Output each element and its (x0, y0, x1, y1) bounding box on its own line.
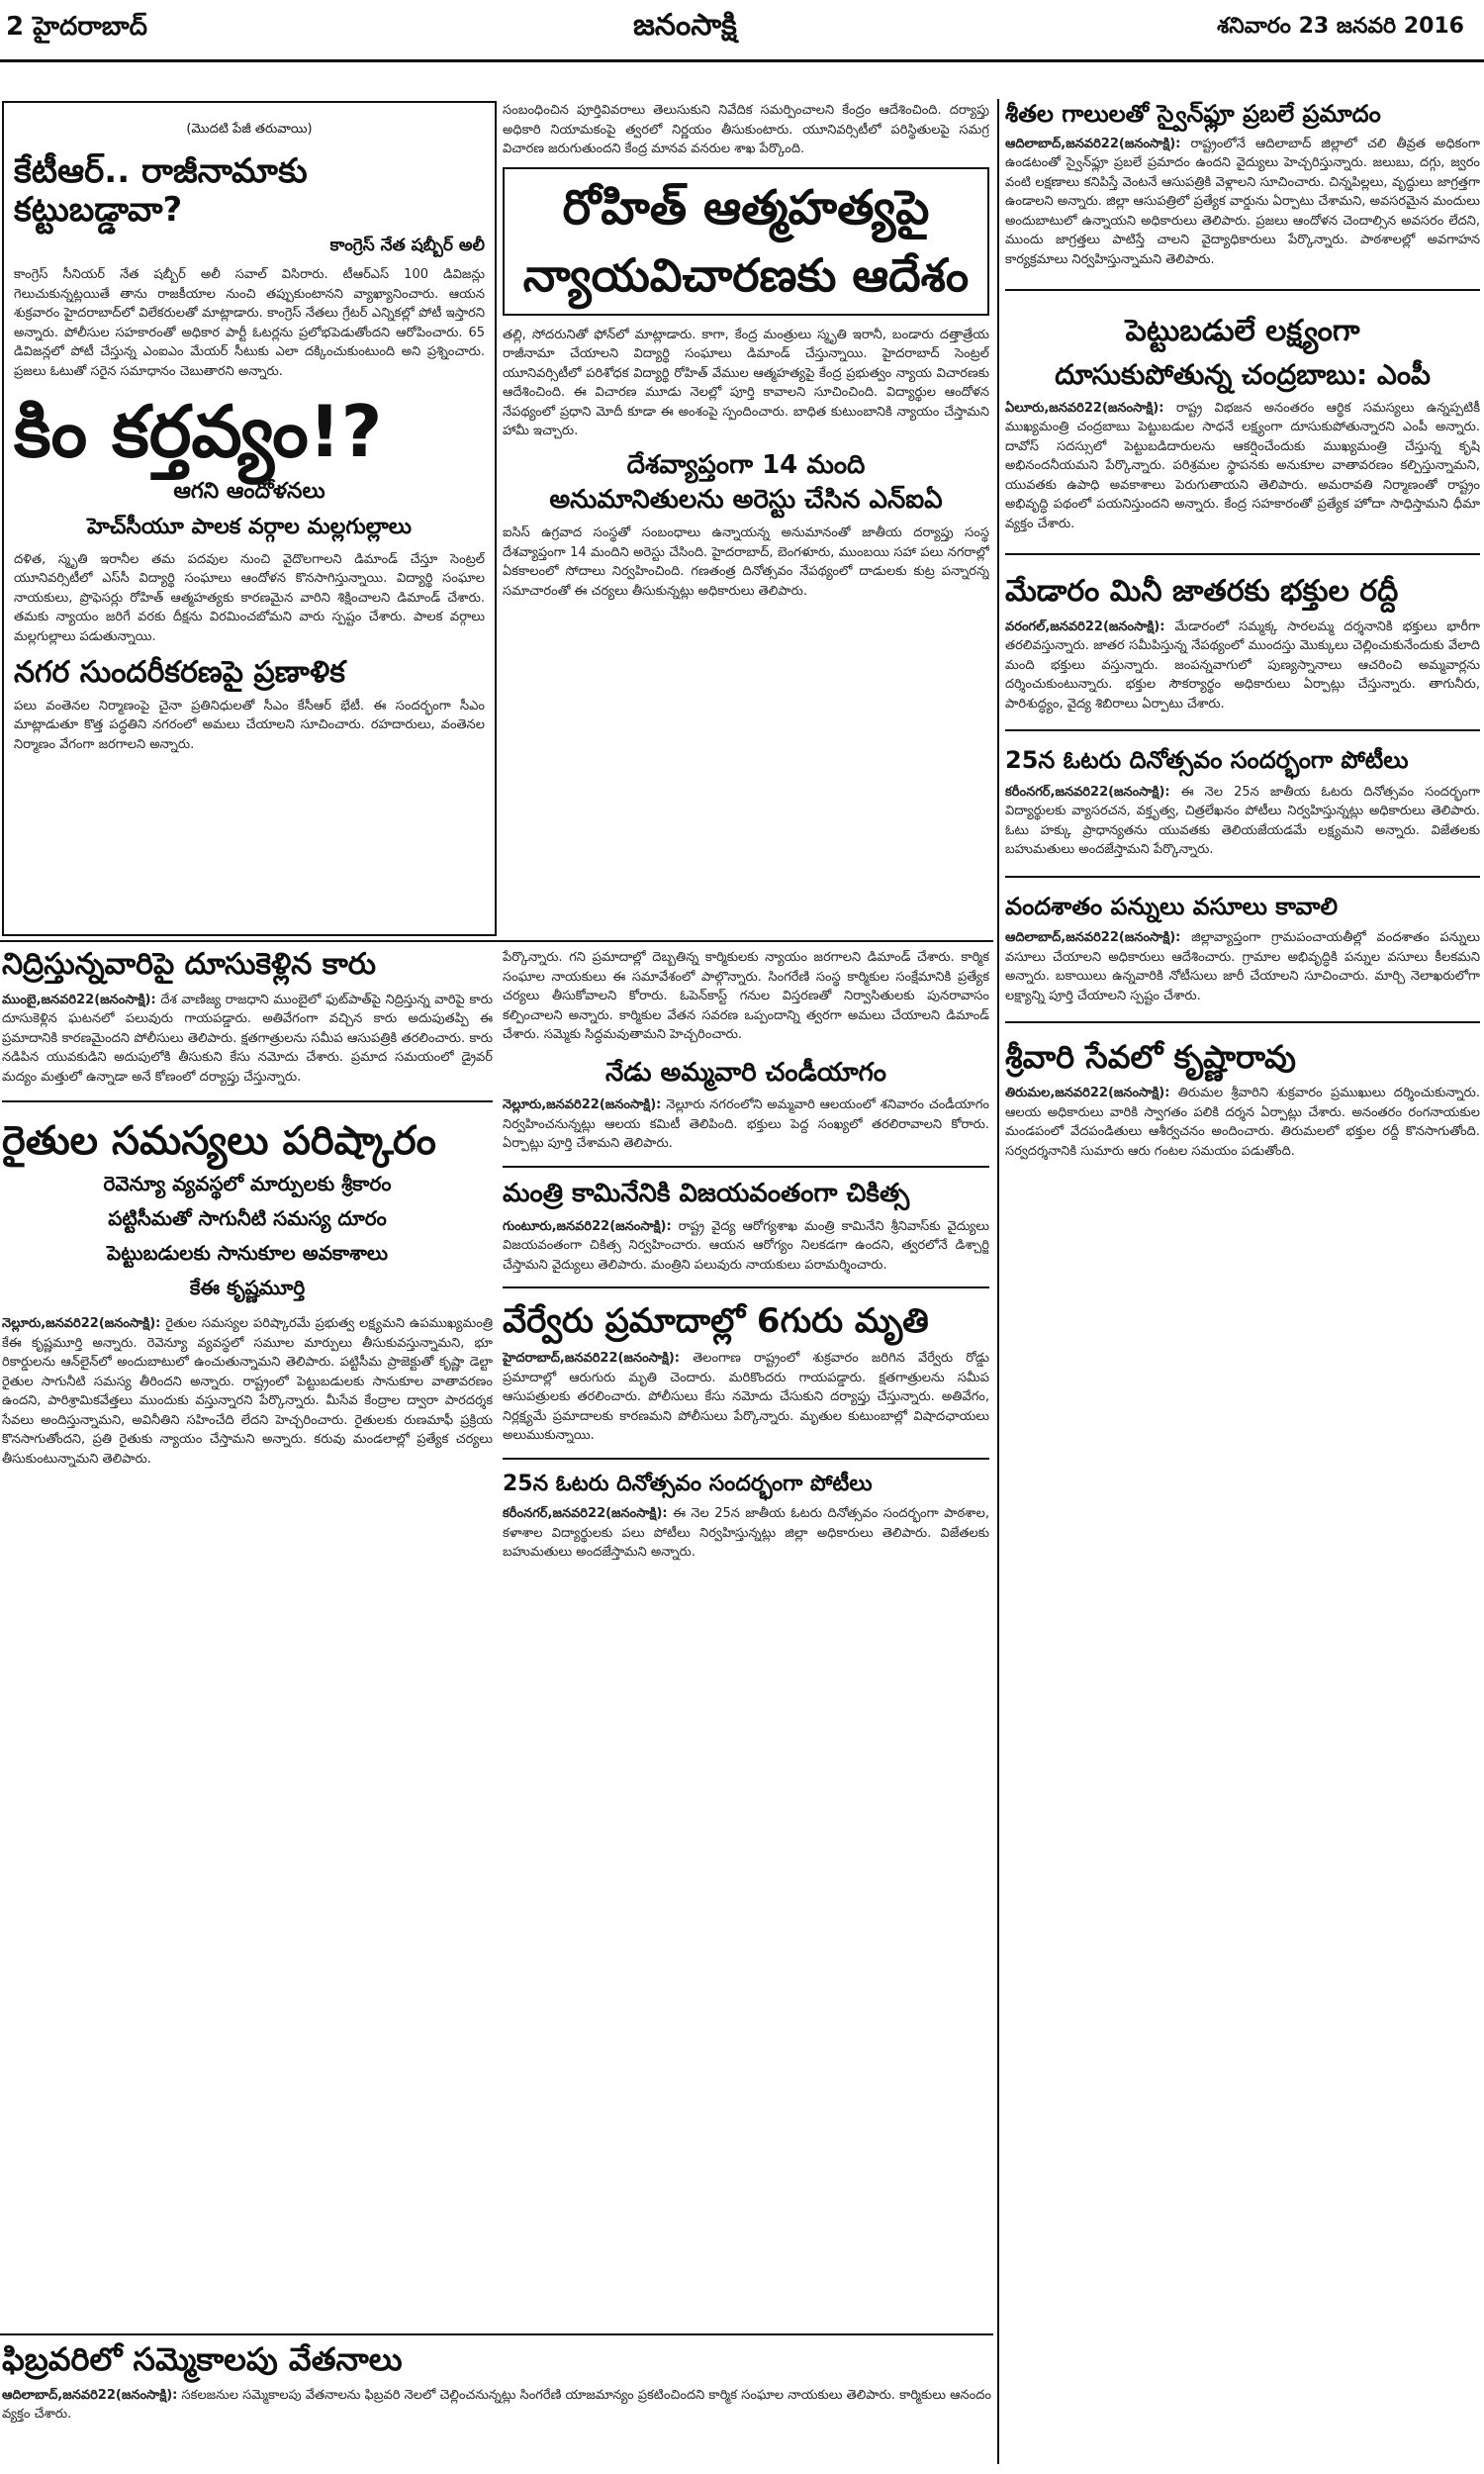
nia-headline-1: దేశవ్యాప్తంగా 14 మంది (626, 449, 866, 480)
srivari-dateline: తిరుమల,జనవరి22(జనంసాక్షి): (1005, 1086, 1170, 1101)
rohith-body: తల్లి, సోదరునితో ఫోన్‌లో మాట్లాడారు. కాగా, కేంద్ర మంత్రులు స్మృతి ఇరానీ, బండారు దత్తాత్రేయ రాజీనామా చేయాలని విద్యార్థి సంఘాలు డిమాండ్‌ చేస్తున్నాయి. హైదరాబాద్‌ సెంట్రల్‌ యూనివర్సిటీలో పరిశోధక విద్యార్థి రోహిత్‌ వేముల ఆత్మహత్యపై కేంద్ర ప్రభుత్వం న్యాయ విచారణకు ఆదేశించింది. ఈ విచారణ మూడు నెలల్లో పూర్తి కావాలని సూచించింది. విద్యార్థుల ఆందోళన నేపథ్యంలో ప్రధాని మోదీ కూడా ఈ అంశంపై స్పందించారు. బాధిత కుటుంబానికి న్యాయం చేస్తామని హామీ ఇచ్చారు. (503, 327, 989, 439)
ammavari-headline: నేడు అమ్మవారి చండీయాగం (605, 1057, 886, 1088)
rohith-headline-box (503, 167, 989, 316)
otaru-mid-headline: 25న ఓటరు దినోత్సవం సందర్భంగా పోటీలు (503, 1471, 873, 1496)
ktr-headline: కేటీఆర్.. రాజీనామాకు కట్టుబడ్డావా? (14, 151, 308, 231)
raithula-subhead-2: పట్టిసీమతో సాగునీటి సమస్య దూరం (108, 1206, 387, 1230)
kim-body: దళిత, స్మృతి ఇరానీల తమ పదవుల నుంచి వైదొలగాలని డిమాండ్‌ చేస్తూ సెంట్రల్‌ యూనివర్సిటీలో ఎస్‌సీ విద్యార్థి సంఘాలు ఆందోళన కొనసాగిస్తున్నాయి. విద్యార్థి సంఘాల నాయకులు, ప్రొఫెసర్లు రోహిత్‌ ఆత్మహత్యకు కారణమైన వారిని శిక్షించాలని డిమాండ్‌ చేశారు. తమకు న్యాయం జరిగే వరకు దీక్షను విరమించబోమని వారు స్పష్టం చేశారు. పాలక వర్గాలు మల్లగుల్లాలు పడుతున్నాయి. (14, 551, 485, 644)
divider (1005, 1021, 1480, 1023)
lower-left-column (2, 948, 493, 2464)
rohith-headline-2: న్యాయవిచారణకు ఆదేశం (522, 247, 970, 302)
nia-headline-2: అనుమానితులను అరెస్టు చేసిన ఎన్‌ఐఏ (549, 485, 943, 516)
seetha-dateline: ఆదిలాబాద్‌,జనవరి22(జనంసాక్షి): (1005, 136, 1181, 151)
rohith-top-body: సంబంధించిన పూర్తివివరాలు తెలుసుకుని నివేదిక సమర్పించాలని కేంద్రం ఆదేశించింది. దర్యాప్తు అధికారి నియామకంపై త్వరలో నిర్ణయం తీసుకుంటారు. యూనివర్సిటీలో పరిస్థితులపై సమగ్ర విచారణ జరుగుతుందని కేంద్ర మానవ వనరుల శాఖ పేర్కొంది. (503, 103, 989, 156)
divider (1005, 553, 1480, 555)
nia-body: ఐసిస్‌ ఉగ్రవాద సంస్థతో సంబంధాలు ఉన్నాయన్న అనుమానంతో జాతీయ దర్యాప్తు సంస్థ దేశవ్యాప్తంగా 14 మందిని అరెస్టు చేసింది. హైదరాబాద్‌, బెంగళూరు, ముంబయి సహా పలు నగరాల్లో ఏకకాలంలో సోదాలు నిర్వహించింది. గణతంత్ర దినోత్సవం నేపథ్యంలో దాడులకు కుట్ర పన్నారన్న సమాచారంతో ఈ చర్యలు తీసుకున్నట్లు అధికారులు తెలిపారు. (503, 525, 989, 599)
medaram-body: మేడారంలో సమ్మక్క సారలమ్మ దర్శనానికి భక్తులు భారీగా తరలివస్తున్నారు. జాతర సమీపిస్తున్న నేపథ్యంలో ముందస్తు మొక్కులు చెల్లించుకునేందుకు వేలాది మంది భక్తులు వస్తున్నారు. జంపన్నవాగులో పుణ్యస్నానాలు ఆచరించి అమ్మవార్లను దర్శించుకుంటున్నారు. భక్తుల సౌకర్యార్థం అధికారులు ఏర్పాట్లు చేస్తున్నారు. తాగునీరు, పారిశుద్ధ్యం, వైద్య శిబిరాలు ఏర్పాటు చేశారు. (1005, 618, 1480, 712)
february-headline: ఫిబ్రవరిలో సమ్మెకాలపు వేతనాలు (2, 2340, 403, 2378)
otaru-right-headline: 25న ఓటరు దినోత్సవం సందర్భంగా పోటీలు (1005, 746, 1409, 775)
right-column-rule (997, 99, 999, 2464)
ververa-headline: వేర్వేరు ప్రమాదాల్లో 6గురు మృతి (503, 1301, 929, 1342)
seetha-headline: శీతల గాలులతో స్వైన్‌ఫ్లూ ప్రబలే ప్రమాదం (1005, 100, 1381, 128)
february-body: సకలజనుల సమ్మెకాలపు వేతనాలను ఫిబ్రవరి నెలలో చెల్లించనున్నట్లు సింగరేణి యాజమాన్యం ప్రకటించిందని కార్మిక సంఘాల నాయకులు తెలిపారు. కార్మికులు ఆనందం వ్యక్తం చేశారు. (2, 2387, 991, 2423)
ammavari-body: నెల్లూరు నగరంలోని అమ్మవారి ఆలయంలో శనివారం చండీయాగం నిర్వహించనున్నట్లు ఆలయ కమిటీ తెలిపింది. భక్తులు పెద్ద సంఖ్యలో తరలిరావాలని కోరారు. ఏర్పాట్లు పూర్తి చేశామని తెలిపారు. (503, 1097, 989, 1152)
raithula-subhead-1: రెవెన్యూ వ్యవస్థలో మార్పులకు శ్రీకారం (103, 1172, 392, 1195)
kim-headline: కిం కర్తవ్యం!? (14, 390, 383, 474)
otaru-right-dateline: కరీంనగర్‌,జనవరి22(జనంసాక్షి): (1005, 784, 1170, 800)
mantri-headline: మంత్రి కామినేనికి విజయవంతంగా చికిత్స (503, 1178, 910, 1208)
nidra-dateline: ముంబై,జనవరి22(జనంసాక్షి): (2, 992, 156, 1007)
ktr-box (2, 101, 497, 936)
otaru-right-body: ఈ నెల 25న జాతీయ ఓటరు దినోత్సవం సందర్భంగా విద్యార్థులకు వ్యాసరచన, వక్తృత్వ, చిత్రలేఖనం పోటీలు నిర్వహిస్తున్నట్లు అధికారులు తెలిపారు. ఓటు హక్కు ప్రాధాన్యతను యువతకు తెలియజేయడమే లక్ష్యమని అన్నారు. విజేతలకు బహుమతులు అందజేస్తామని పేర్కొన్నారు. (1005, 784, 1480, 858)
raithula-dateline: నెల్లూరు,జనవరి22(జనంసాక్షి): (2, 1316, 161, 1331)
nagara-body: పలు వంతెనల నిర్మాణంపై చైనా ప్రతినిధులతో సీఎం కేసీఆర్‌ భేటీ. ఈ సందర్భంగా సీఎం మాట్లాడుతూ కొత్త పద్ధతిని నగరంలో అమలు చేయాలని సూచించారు. రహదారులు, వంతెనల నిర్మాణం వేగంగా జరగాలని అన్నారు. (14, 698, 485, 752)
page-number: 2 హైదరాబాద్ (6, 12, 147, 42)
raithula-subhead-4: కేఈ కృష్ణమూర్తి (189, 1276, 306, 1299)
pannulu-dateline: ఆదిలాబాద్‌,జనవరి22(జనంసాక్షి): (1005, 930, 1181, 946)
cbn-body: రాష్ట్ర విభజన అనంతరం ఆర్థిక సమస్యలు ఉన్నప్పటికీ ముఖ్యమంత్రి చంద్రబాబు పెట్టుబడుల సాధనే లక్ష్యంగా దూసుకుపోతున్నారని ఎంపీ అన్నారు. దావోస్‌ సదస్సులో పెట్టుబడిదారులను ఆకర్షించేందుకు ముఖ్యమంత్రి చేస్తున్న కృషి అభినందనీయమని పేర్కొన్నారు. పరిశ్రమల స్థాపనకు అనుకూల వాతావరణం కల్పిస్తున్నామని, యువతకు ఉపాధి అవకాశాలు పెరుగుతాయని తెలిపారు. అమరావతి నిర్మాణంతో రాష్ట్రం అభివృద్ధి పథంలో పయనిస్తుందని అన్నారు. కేంద్ర సహకారంతో ప్రత్యేక హోదా సాధిస్తామని ధీమా వ్యక్తం చేశారు. (1005, 400, 1480, 531)
divider (2, 1100, 493, 1102)
nidra-body: దేశ వాణిజ్య రాజధాని ముంబైలో ఫుట్‌పాత్‌పై నిద్రిస్తున్న వారిపై కారు దూసుకెళ్లిన ఘటనలో పలువురు గాయపడ్డారు. అతివేగంగా వచ్చిన కారు అదుపుతప్పి ఈ ప్రమాదానికి కారణమైందని పోలీసులు తెలిపారు. క్షతగాత్రులను సమీప ఆసుపత్రికి తరలించారు. కారు నడిపిన యువకుడిని అదుపులోకి తీసుకుని కేసు నమోదు చేశారు. ప్రమాద సమయంలో డ్రైవర్‌ మద్యం మత్తులో ఉన్నాడా అనే కోణంలో దర్యాప్తు చేస్తున్నారు. (2, 992, 493, 1085)
ververa-body: తెలంగాణ రాష్ట్రంలో శుక్రవారం జరిగిన వేర్వేరు రోడ్డు ప్రమాదాల్లో ఆరుగురు మృతి చెందారు. మరికొందరు గాయపడ్డారు. క్షతగాత్రులను సమీప ఆసుపత్రులకు తరలించారు. పోలీసులు కేసు నమోదు చేసుకుని దర్యాప్తు చేస్తున్నారు. అతివేగం, నిర్లక్ష్యమే ప్రమాదాలకు కారణమని పోలీసులు పేర్కొన్నారు. మృతుల కుటుంబాల్లో విషాదఛాయలు అలుముకున్నాయి. (503, 1351, 989, 1444)
raithula-subhead-3: పెట్టుబడులకు సానుకూల అవకాశాలు (106, 1241, 388, 1265)
nagara-headline: నగర సుందరీకరణపై ప్రణాళిక (14, 655, 345, 691)
pannulu-headline: వందశాతం పన్నులు వసూలు కావాలి (1005, 892, 1339, 920)
ammavari-dateline: నెల్లూరు,జనవరి22(జనంసాక్షి): (503, 1097, 662, 1113)
cbn-dateline: ఏలూరు,జనవరి22(జనంసాక్షి): (1005, 400, 1164, 416)
ktr-body: కాంగ్రెస్‌ సీనియర్‌ నేత షబ్బీర్‌ అలీ సవాల్‌ విసిరారు. టీఆర్‌ఎస్‌ 100 డివిజన్లు గెలుచుకున్నట్లయితే తాను రాజకీయాల నుంచి తప్పుకుంటానని వ్యాఖ్యానించారు. ఆయన శుక్రవారం హైదరాబాద్‌లో విలేకరులతో మాట్లాడారు. కాంగ్రెస్‌ నేతలు గ్రేటర్‌ ఎన్నికల్లో పోటీ ఇస్తారని అన్నారు. పోలీసుల సహకారంతో అధికార పార్టీ ఓటర్లను ప్రలోభపెడుతోందని ఆరోపించారు. 65 డివిజన్లలో పోటీ చేస్తున్న ఎంఐఎం మేయర్‌ సీటుకు ఎలా దక్కించుకుంటుంది అని ప్రశ్నించారు. ప్రజలు ఓటుతో సరైన సమాధానం చెబుతారని అన్నారు. (14, 267, 485, 379)
lower-middle-column (503, 948, 989, 2432)
masthead-logo: జనంసాక్షి (633, 8, 737, 43)
kim-subhead-1: ఆగని ఆందోళనలు (173, 478, 325, 504)
divider (1005, 289, 1480, 291)
divider (503, 1166, 989, 1168)
right-column (1005, 101, 1480, 2466)
seetha-body: రాష్ట్రంలోనే ఆదిలాబాద్‌ జిల్లాలో చలి తీవ్రత అధికంగా ఉండటంతో స్వైన్‌ఫ్లూ ప్రబలే ప్రమాదం ఉందని వైద్యులు హెచ్చరిస్తున్నారు. జలుబు, దగ్గు, జ్వరం వంటి లక్షణాలు కనిపిస్తే వెంటనే ఆసుపత్రికి వెళ్లాలని సూచించారు. చిన్నపిల్లలు, వృద్ధులు జాగ్రత్తగా ఉండాలని అన్నారు. జిల్లా ఆసుపత్రిలో ప్రత్యేక వార్డును ఏర్పాటు చేశామని, అవసరమైన మందులు అందుబాటులో ఉన్నాయని అధికారులు తెలిపారు. ప్రజలు ఆందోళన చెందాల్సిన అవసరం లేదని, ముందు జాగ్రత్తలు పాటిస్తే చాలని వైద్యాధికారులు పేర్కొన్నారు. పాఠశాలల్లో అవగాహన కార్యక్రమాలు నిర్వహిస్తున్నామని తెలిపారు. (1005, 136, 1480, 267)
cbn-headline-1: పెట్టుబడులే లక్ష్యంగా (1125, 314, 1360, 349)
divider (503, 1458, 989, 1460)
nidra-headline: నిద్రిస్తున్నవారిపై దూసుకెళ్లిన కారు (2, 947, 376, 982)
middle-top-body: పేర్కొన్నారు. గని ప్రమాదాల్లో దెబ్బతిన్న కార్మికులకు న్యాయం జరగాలని డిమాండ్‌ చేశారు. కార్మిక సంఘాల నాయకులు ఈ సమావేశంలో పాల్గొన్నారు. సింగరేణి సంస్థ కార్మికుల సంక్షేమానికి ప్రత్యేక చర్యలు తీసుకోవాలని కోరారు. ఓపెన్‌కాస్ట్‌ గనుల విస్తరణతో నిర్వాసితులకు పునరావాసం కల్పించాలని అన్నారు. కార్మికుల వేతన సవరణ ఒప్పందాన్ని త్వరగా అమలు చేయాలని డిమాండ్‌ చేశారు. సమ్మెకు సిద్ధమవుతామని హెచ్చరించారు. (503, 950, 989, 1042)
page-header (0, 0, 1484, 62)
section-rule (0, 2333, 993, 2335)
february-dateline: ఆదిలాబాద్‌,జనవరి22(జనంసాక్షి): (2, 2387, 178, 2403)
issue-date: శనివారం 23 జనవరి 2016 (1217, 14, 1464, 39)
mantri-dateline: గుంటూరు,జనవరి22(జనంసాక్షి): (503, 1218, 672, 1234)
pannulu-body: జిల్లావ్యాప్తంగా గ్రామపంచాయతీల్లో వందశాతం పన్నులు వసూలు చేయాలని అధికారులు ఆదేశించారు. గ్రామాల అభివృద్ధికి పన్నుల వసూలు కీలకమని అన్నారు. బకాయిలు ఉన్నవారికి నోటీసులు జారీ చేయాలని సూచించారు. మార్చి నెలాఖరులోగా లక్ష్యాన్ని పూర్తి చేయాలని స్పష్టం చేశారు. (1005, 930, 1480, 1003)
divider (503, 1286, 989, 1288)
otaru-mid-dateline: కరీంనగర్‌,జనవరి22(జనంసాక్షి): (503, 1506, 668, 1522)
february-section (2, 2341, 991, 2464)
section-rule (0, 940, 993, 942)
otaru-mid-body: ఈ నెల 25న జాతీయ ఓటరు దినోత్సవం సందర్భంగా పాఠశాల, కళాశాల విద్యార్థులకు పలు పోటీలు నిర్వహిస్తున్నట్లు జిల్లా అధికారులు తెలిపారు. విజేతలకు బహుమతులు అందజేస్తామని అన్నారు. (503, 1506, 989, 1561)
divider (1005, 876, 1480, 878)
raithula-body: రైతుల సమస్యల పరిష్కారమే ప్రభుత్వ లక్ష్యమని ఉపముఖ్యమంత్రి కేఈ కృష్ణమూర్తి అన్నారు. రెవెన్యూ వ్యవస్థలో సమూల మార్పులు తీసుకువస్తున్నామని, భూ రికార్డులను ఆన్‌లైన్‌లో అందుబాటులో ఉంచుతున్నామని తెలిపారు. పట్టిసీమ ప్రాజెక్టుతో కృష్ణా డెల్టా రైతుల సాగునీటి సమస్య తీరిందని అన్నారు. రాష్ట్రంలో పెట్టుబడులకు సానుకూల వాతావరణం ఉందని, పారిశ్రామికవేత్తలు ముందుకు వస్తున్నారని పేర్కొన్నారు. మీసేవ కేంద్రాల ద్వారా పారదర్శక సేవలు అందిస్తున్నామని, అవినీతిని సహించేది లేదని హెచ్చరించారు. రైతులకు రుణమాఫీ ప్రక్రియ కొనసాగుతోందని, ప్రతి రైతుకు న్యాయం చేస్తామని అన్నారు. కరువు మండలాల్లో ప్రత్యేక చర్యలు తీసుకుంటున్నామని తెలిపారు. (2, 1316, 493, 1467)
ververa-dateline: హైదరాబాద్‌,జనవరి22(జనంసాక్షి): (503, 1351, 681, 1367)
rohith-headline-1: రోహిత్‌ ఆత్మహత్యపై (562, 179, 930, 236)
srivari-body: తిరుమల శ్రీవారిని శుక్రవారం ప్రముఖులు దర్శించుకున్నారు. ఆలయ అధికారులు వారికి స్వాగతం పలికి దర్శన ఏర్పాట్లు చేశారు. అనంతరం రంగనాయకుల మండపంలో వేదపండితులు ఆశీర్వచనం అందించారు. తిరుమలలో భక్తుల రద్దీ కొనసాగుతోంది. సర్వదర్శనానికి సుమారు ఆరు గంటల సమయం పడుతోంది. (1005, 1086, 1480, 1159)
continuation-kicker: (మొదటి పేజీ తరువాయి) (186, 122, 313, 137)
kim-subhead-2: హెచ్‌సీయూ పాలక వర్గాల మల్లగుల్లాలు (86, 514, 413, 539)
cbn-headline-2: దూసుకుపోతున్న చంద్రబాబు: ఎంపీ (1055, 357, 1431, 391)
medaram-headline: మేడారం మినీ జాతరకు భక్తుల రద్దీ (1005, 574, 1399, 610)
srivari-headline: శ్రీవారి సేవలో కృష్ణారావు (1005, 1038, 1296, 1077)
ktr-subhead: కాంగ్రెస్‌ నేత షబ్బీర్‌ అలీ (329, 236, 485, 256)
divider (1005, 729, 1480, 731)
rohith-section (503, 101, 989, 932)
medaram-dateline: వరంగల్‌,జనవరి22(జనంసాక్షి): (1005, 618, 1165, 634)
mantri-body: రాష్ట్ర వైద్య ఆరోగ్యశాఖ మంత్రి కామినేని శ్రీనివాస్‌కు వైద్యులు విజయవంతంగా చికిత్స నిర్వహించారు. ఆయన ఆరోగ్యం నిలకడగా ఉందని, త్వరలోనే డిశ్చార్జి చేస్తామని వైద్యులు తెలిపారు. మంత్రిని పలువురు నాయకులు పరామర్శించారు. (503, 1218, 989, 1273)
raithula-headline: రైతుల సమస్యలు పరిష్కారం (2, 1118, 436, 1164)
